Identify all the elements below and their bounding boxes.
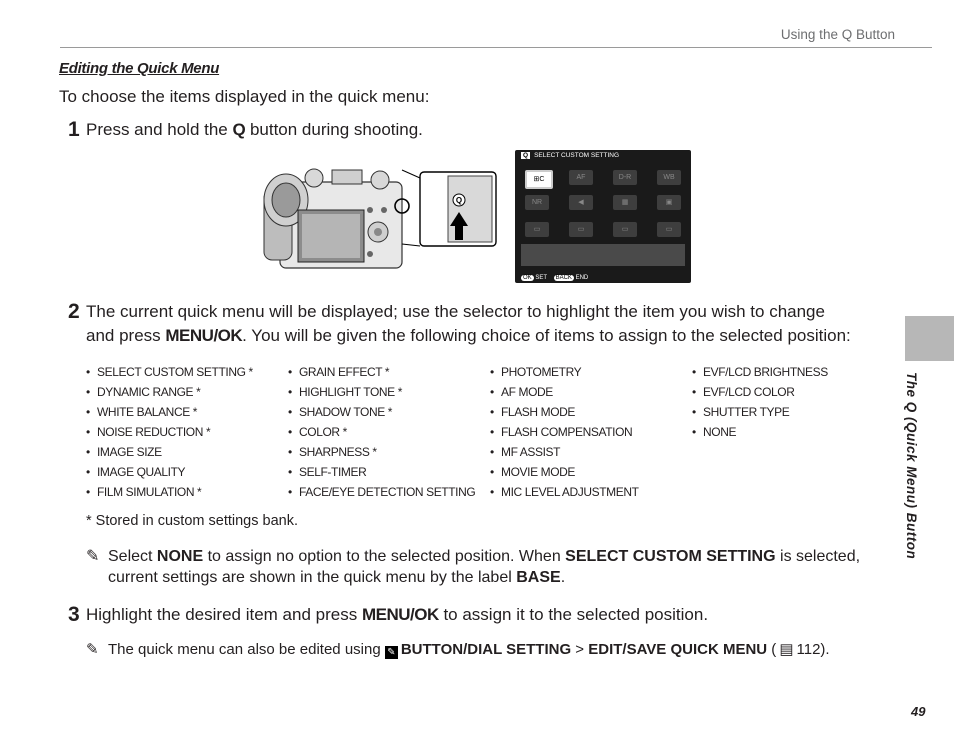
ok-icon: OK [523, 275, 532, 281]
option-item: • FLASH COMPENSATION [490, 425, 633, 439]
note-1 [86, 546, 898, 588]
option-item: • PHOTOMETRY [490, 365, 582, 379]
quick-menu-tile: D-R [613, 170, 637, 185]
step-3-post: to assign it to the selected position. [438, 605, 709, 624]
svg-text:Q: Q [455, 196, 463, 205]
footer-set: SET [535, 275, 547, 281]
book-ref-icon: ▤ [779, 641, 794, 658]
camera-illustration [262, 160, 502, 272]
option-item: • GRAIN EFFECT * [288, 365, 390, 379]
option-item: • SELF-TIMER [288, 465, 367, 479]
step-1-pre: Press and hold the [86, 120, 233, 139]
option-item: • EVF/LCD COLOR [692, 385, 795, 399]
quick-menu-tile: ▦ [613, 195, 637, 210]
screen-footer [521, 275, 588, 281]
step-3-pre: Highlight the desired item and press [86, 605, 362, 624]
option-item: • SHUTTER TYPE [692, 405, 790, 419]
option-item: • NOISE REDUCTION * [86, 425, 211, 439]
option-item: • NONE [692, 425, 737, 439]
note-1-line-2: current settings are shown in the quick menu by the label BASE. [108, 569, 566, 586]
quick-menu-tile: ▣ [657, 195, 681, 210]
option-item: • IMAGE SIZE [86, 445, 162, 459]
intro-text: To choose the items displayed in the quick menu: [59, 87, 430, 106]
quick-menu-tile: AF [569, 170, 593, 185]
step-3-number: 3 [68, 603, 80, 626]
option-item: • IMAGE QUALITY [86, 465, 186, 479]
option-item: • EVF/LCD BRIGHTNESS [692, 365, 828, 379]
options-column-3 [490, 362, 639, 502]
option-item: • SELECT CUSTOM SETTING * [86, 365, 253, 379]
wrench-icon: ✎ [385, 646, 398, 659]
option-item: • MF ASSIST [490, 445, 561, 459]
step-2-number: 2 [68, 300, 80, 323]
option-item: • MIC LEVEL ADJUSTMENT [490, 485, 639, 499]
option-item: • DYNAMIC RANGE * [86, 385, 201, 399]
section-title: Editing the Quick Menu [59, 60, 220, 77]
quick-menu-tile: ▭ [569, 222, 593, 237]
screen-title-text: SELECT CUSTOM SETTING [534, 152, 620, 159]
quick-menu-tile: ▭ [613, 222, 637, 237]
quick-menu-tile: ▭ [525, 222, 549, 237]
options-column-1 [86, 362, 253, 502]
quick-menu-tile: ◀ [569, 195, 593, 210]
options-column-2 [288, 362, 475, 502]
option-item: • SHARPNESS * [288, 445, 377, 459]
quick-menu-screen [515, 150, 691, 283]
pencil-note-icon: ✎ [86, 641, 99, 658]
footer-end: END [575, 275, 589, 281]
page-number: 49 [911, 704, 926, 719]
option-item: • FILM SIMULATION * [86, 485, 202, 499]
step-2-line-1: The current quick menu will be displayed; use the selector to highlight the item you wish to change [86, 302, 825, 321]
step-2-line-2-pre: and press [86, 326, 166, 345]
back-icon: BACK [555, 275, 572, 281]
note-1-line-1: Select NONE to assign no option to the selected position. When SELECT CUSTOM SETTING is selected, [108, 548, 861, 565]
side-chapter-label: The Q (Quick Menu) Button [904, 372, 919, 560]
menu-ok-key-label: MENU/OK [361, 605, 439, 624]
q-key-label: Q [232, 120, 246, 139]
quick-menu-tile-selected: ⊞C [525, 170, 553, 189]
quick-menu-tile: WB [657, 170, 681, 185]
option-item: • COLOR * [288, 425, 347, 439]
step-1-post: button during shooting. [245, 120, 423, 139]
option-item: • FLASH MODE [490, 405, 576, 419]
step-1-text [86, 118, 423, 142]
option-item: • WHITE BALANCE * [86, 405, 198, 419]
step-3-text [86, 603, 708, 627]
quick-menu-bottom-row [521, 244, 685, 266]
screen-title [521, 152, 619, 159]
step-2-line-2 [86, 324, 906, 348]
running-header: Using the Q Button [780, 27, 895, 42]
quick-menu-tile: NR [525, 195, 549, 210]
q-icon: Q [523, 152, 529, 159]
note-2: ✎ The quick menu can also be edited using ✎ BUTTON/DIAL SETTING > EDIT/SAVE QUICK MENU ( ▤ 112). [86, 641, 830, 658]
footnote: * Stored in custom settings bank. [86, 513, 298, 529]
options-column-4 [692, 362, 828, 442]
menu-ok-key-label: MENU/OK [165, 326, 243, 345]
step-1-number: 1 [68, 118, 80, 141]
step-2-line-2-post: . You will be given the following choice of items to assign to the selected position: [242, 326, 851, 345]
side-tab [905, 316, 954, 361]
option-item: • MOVIE MODE [490, 465, 576, 479]
step-2-text [86, 300, 906, 348]
option-item: • FACE/EYE DETECTION SETTING [288, 485, 476, 499]
option-item: • SHADOW TONE * [288, 405, 393, 419]
option-item: • HIGHLIGHT TONE * [288, 385, 402, 399]
quick-menu-tile: ▭ [657, 222, 681, 237]
pencil-note-icon: ✎ [86, 548, 100, 565]
option-item: • AF MODE [490, 385, 553, 399]
header-rule [60, 47, 932, 48]
